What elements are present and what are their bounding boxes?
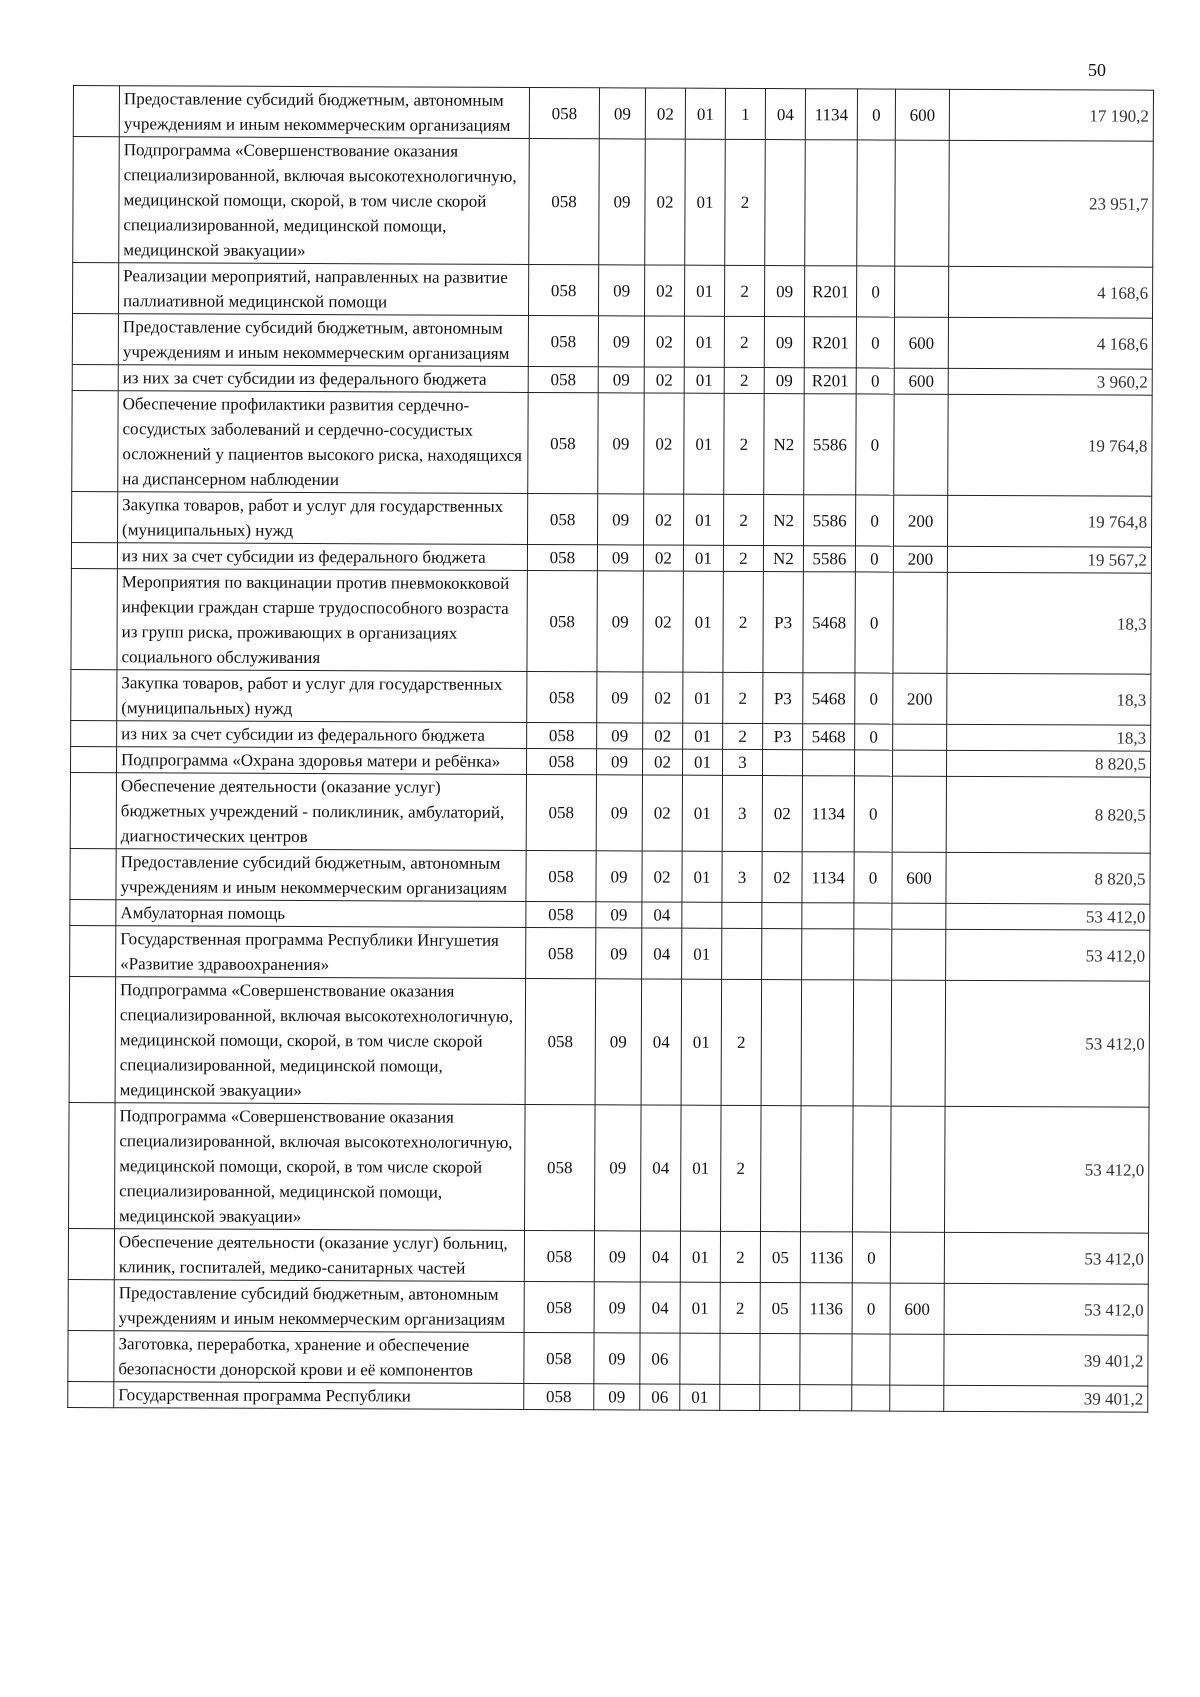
code-program: 01: [683, 571, 723, 672]
code-extra: [852, 1385, 890, 1411]
row-number-cell: [72, 491, 118, 542]
code-direction: [801, 1106, 854, 1232]
row-name: Закупка товаров, работ и услуг для государственных (муниципальных) нужд: [118, 492, 528, 545]
code-event: [765, 140, 806, 266]
code-direction: 5468: [803, 673, 855, 724]
code-gr: 058: [524, 1383, 594, 1409]
code-program: 01: [683, 672, 723, 723]
code-direction: 1134: [805, 89, 857, 140]
code-rz: 09: [597, 494, 643, 545]
code-vr: [893, 572, 947, 673]
code-event: [762, 903, 802, 929]
code-extra: [853, 1106, 892, 1232]
code-pr: 04: [642, 928, 682, 979]
table-row: [73, 263, 1153, 319]
code-program: 01: [684, 393, 724, 494]
code-event: 09: [764, 266, 804, 317]
code-subprogram: 2: [720, 1231, 760, 1282]
row-name: Подпрограмма «Совершенствование оказания специализированной, включая высокотехнологичную, медицинской помощи, скорой, в том числе скорой специализированной, медицинской помощи, медицинской эвакуации»: [115, 977, 526, 1105]
row-amount: 8 820,5: [946, 852, 1150, 904]
code-program: 01: [685, 139, 726, 265]
code-pr: 02: [642, 775, 682, 851]
row-amount: 19 567,2: [947, 546, 1151, 573]
table-row: [71, 720, 1151, 751]
code-subprogram: 2: [720, 1282, 760, 1333]
row-amount: 18,3: [947, 724, 1151, 751]
row-number-cell: [68, 1279, 114, 1330]
row-name: из них за счет субсидии из федерального бюджета: [117, 543, 527, 571]
row-name: Обеспечение профилактики развития сердечно-сосудистых заболеваний и сердечно-сосудистых осложнений у пациентов высокого риска, находящихся на диспансерном наблюдении: [118, 391, 528, 494]
code-gr: 058: [527, 671, 597, 722]
row-name: Подпрограмма «Совершенствование оказания специализированной, включая высокотехнологичную, медицинской помощи, скорой, в том числе скорой специализированной, медицинской помощи, медицинской эвакуации»: [119, 137, 530, 265]
row-number-cell: [70, 899, 116, 925]
code-pr: 06: [640, 1384, 680, 1410]
code-subprogram: 2: [724, 316, 764, 367]
code-rz: 09: [595, 1105, 642, 1231]
row-name: Обеспечение деятельности (оказание услуг) больниц, клиник, госпиталей, медико-санитарных частей: [114, 1229, 524, 1282]
code-subprogram: 2: [724, 367, 764, 393]
code-pr: 02: [643, 723, 683, 749]
code-subprogram: 2: [724, 393, 764, 494]
code-vr: 600: [892, 852, 946, 903]
code-program: 01: [684, 316, 724, 367]
row-amount: 39 401,2: [944, 1334, 1148, 1386]
row-amount: 39 401,2: [944, 1385, 1148, 1412]
row-number-cell: [69, 1102, 116, 1228]
code-vr: [890, 1232, 944, 1283]
table-row: [73, 86, 1153, 142]
code-direction: 1134: [802, 852, 854, 903]
code-subprogram: 2: [723, 494, 763, 545]
code-program: 01: [682, 851, 722, 902]
code-vr: [890, 1385, 944, 1411]
code-event: 09: [764, 317, 804, 368]
code-vr: [891, 980, 946, 1106]
code-extra: 0: [857, 89, 895, 140]
code-rz: 09: [598, 367, 644, 393]
table-row: [72, 390, 1152, 496]
code-direction: [802, 903, 854, 929]
code-rz: 09: [594, 1282, 640, 1333]
row-amount: 19 764,8: [947, 495, 1151, 547]
code-program: [680, 1333, 720, 1384]
code-vr: [893, 724, 947, 750]
code-vr: [892, 903, 946, 929]
code-vr: [890, 1334, 944, 1385]
code-subprogram: 1: [725, 88, 765, 139]
code-subprogram: [720, 1333, 760, 1384]
row-number-cell: [71, 542, 117, 568]
code-vr: [892, 776, 946, 852]
code-event: P3: [763, 572, 803, 673]
row-name: Государственная программа Республики Ингушетия «Развитие здравоохранения»: [116, 926, 526, 979]
code-gr: 058: [524, 1332, 594, 1383]
code-vr: 200: [893, 546, 947, 572]
row-number-cell: [73, 86, 119, 137]
code-extra: [854, 903, 892, 929]
code-program: 01: [680, 1282, 720, 1333]
code-gr: 058: [525, 978, 596, 1104]
table-row: [70, 772, 1150, 853]
code-gr: 058: [527, 570, 597, 671]
code-rz: 09: [598, 265, 644, 316]
row-name: Предоставление субсидий бюджетным, автономным учреждениям и иным некоммерческим организациям: [119, 86, 529, 139]
code-vr: [894, 394, 948, 495]
row-amount: 4 168,6: [948, 266, 1152, 318]
code-program: 01: [680, 1384, 720, 1410]
code-event: [762, 929, 802, 980]
code-program: 01: [681, 1105, 722, 1231]
code-rz: 09: [596, 928, 642, 979]
row-amount: 18,3: [947, 673, 1151, 725]
code-pr: 02: [644, 265, 684, 316]
table-row: [71, 542, 1151, 573]
code-direction: 1136: [800, 1283, 852, 1334]
code-extra: 0: [852, 1232, 890, 1283]
row-number-cell: [72, 364, 118, 390]
code-gr: 058: [528, 392, 598, 493]
code-event: 02: [762, 776, 802, 852]
code-rz: 09: [597, 672, 643, 723]
code-pr: 02: [642, 749, 682, 775]
row-number-cell: [70, 925, 116, 976]
code-rz: 09: [596, 749, 642, 775]
row-number-cell: [68, 1228, 114, 1279]
row-name: Реализации мероприятий, направленных на развитие паллиативной медицинской помощи: [119, 263, 529, 316]
row-number-cell: [71, 669, 117, 720]
code-direction: [802, 750, 854, 776]
code-extra: 0: [856, 317, 894, 368]
code-pr: 02: [643, 571, 683, 672]
code-subprogram: 2: [725, 139, 766, 265]
row-number-cell: [72, 390, 118, 491]
code-rz: 09: [599, 88, 645, 139]
code-pr: 02: [643, 494, 683, 545]
table-row: [71, 568, 1151, 674]
row-amount: 53 412,0: [945, 980, 1150, 1107]
code-extra: 0: [855, 495, 893, 546]
code-vr: [892, 750, 946, 776]
code-extra: 0: [855, 673, 893, 724]
code-event: 05: [760, 1283, 800, 1334]
row-name: Подпрограмма «Совершенствование оказания специализированной, включая высокотехнологичную, медицинской помощи, скорой, в том числе скорой специализированной, медицинской помощи, медицинской эвакуации»: [115, 1103, 526, 1231]
row-name: Закупка товаров, работ и услуг для государственных (муниципальных) нужд: [117, 670, 527, 723]
code-program: [682, 902, 722, 928]
row-number-cell: [69, 976, 116, 1102]
code-pr: 02: [643, 672, 683, 723]
code-direction: 5468: [803, 724, 855, 750]
code-gr: 058: [526, 850, 596, 901]
row-amount: 4 168,6: [948, 317, 1152, 369]
code-event: [761, 1106, 802, 1232]
code-pr: 04: [641, 1105, 682, 1231]
row-amount: 19 764,8: [948, 394, 1152, 496]
code-gr: 058: [527, 722, 597, 748]
code-vr: 200: [893, 495, 947, 546]
code-extra: 0: [852, 1283, 890, 1334]
code-direction: [802, 929, 854, 980]
code-program: 01: [685, 88, 725, 139]
row-amount: 53 412,0: [945, 1106, 1150, 1233]
code-direction: [800, 1334, 852, 1385]
row-amount: 8 820,5: [946, 750, 1150, 777]
table-row: [71, 669, 1151, 725]
code-extra: 0: [856, 266, 894, 317]
code-extra: [854, 750, 892, 776]
code-subprogram: 2: [724, 265, 764, 316]
code-event: N2: [764, 394, 804, 495]
row-name: Заготовка, переработка, хранение и обеспечение безопасности донорской крови и её компонентов: [114, 1331, 524, 1384]
code-event: [760, 1385, 800, 1411]
table-row: [69, 976, 1150, 1107]
code-gr: 058: [526, 748, 596, 774]
row-amount: 17 190,2: [949, 89, 1153, 141]
code-extra: 0: [856, 394, 894, 495]
code-subprogram: 2: [721, 979, 762, 1105]
code-gr: 058: [528, 366, 598, 392]
code-program: 01: [682, 775, 722, 851]
table-row: [73, 137, 1154, 268]
code-gr: 058: [529, 138, 600, 264]
code-vr: [894, 266, 948, 317]
table-row: [71, 746, 1151, 777]
table-row: [70, 899, 1150, 930]
code-direction: [800, 1385, 852, 1411]
code-pr: 04: [641, 979, 682, 1105]
table-row: [68, 1330, 1148, 1386]
row-number-cell: [73, 137, 120, 263]
code-gr: 058: [527, 544, 597, 570]
code-gr: 058: [527, 493, 597, 544]
code-extra: 0: [855, 546, 893, 572]
row-amount: 23 951,7: [949, 140, 1154, 267]
code-vr: [891, 1106, 946, 1232]
code-gr: 058: [526, 901, 596, 927]
code-gr: 058: [524, 1230, 594, 1281]
table-row: [72, 491, 1152, 547]
row-amount: 8 820,5: [946, 776, 1150, 853]
code-rz: 09: [595, 979, 642, 1105]
code-pr: 04: [640, 1282, 680, 1333]
code-vr: 600: [894, 368, 948, 394]
row-name: Подпрограмма «Охрана здоровья матери и ребёнка»: [116, 747, 526, 775]
table-row: [70, 848, 1150, 904]
row-amount: 3 960,2: [948, 368, 1152, 395]
code-vr: 600: [894, 317, 948, 368]
row-name: Предоставление субсидий бюджетным, автономным учреждениям и иным некоммерческим организациям: [118, 314, 528, 367]
table-body: [68, 86, 1154, 1413]
code-pr: 02: [645, 139, 686, 265]
code-pr: 02: [644, 393, 684, 494]
code-direction: R201: [804, 368, 856, 394]
code-subprogram: 3: [722, 749, 762, 775]
code-extra: [852, 1334, 890, 1385]
code-rz: 09: [597, 571, 643, 672]
code-event: 02: [762, 852, 802, 903]
code-direction: 5586: [804, 394, 856, 495]
code-gr: 058: [529, 87, 599, 138]
code-rz: 09: [597, 723, 643, 749]
code-event: 05: [760, 1232, 800, 1283]
code-extra: 0: [854, 776, 892, 852]
row-amount: 18,3: [947, 572, 1151, 674]
code-program: 01: [683, 723, 723, 749]
code-gr: 058: [526, 774, 596, 850]
code-rz: 09: [594, 1333, 640, 1384]
code-subprogram: 2: [721, 1105, 762, 1231]
code-pr: 02: [644, 316, 684, 367]
code-gr: 058: [524, 1281, 594, 1332]
code-pr: 04: [640, 1231, 680, 1282]
code-event: P3: [763, 673, 803, 724]
code-extra: [854, 929, 892, 980]
code-direction: 5586: [803, 495, 855, 546]
code-event: [761, 980, 802, 1106]
table-row: [68, 1228, 1148, 1284]
code-event: 09: [764, 368, 804, 394]
row-name: из них за счет субсидии из федерального бюджета: [117, 721, 527, 749]
code-pr: 02: [644, 367, 684, 393]
row-amount: 53 412,0: [944, 1232, 1148, 1284]
code-vr: 200: [893, 673, 947, 724]
row-name: Амбулаторная помощь: [116, 900, 526, 928]
code-event: N2: [763, 495, 803, 546]
code-subprogram: [720, 1384, 760, 1410]
row-number-cell: [70, 848, 116, 899]
code-vr: 600: [895, 89, 949, 140]
code-subprogram: 2: [723, 571, 763, 672]
code-extra: [853, 980, 892, 1106]
code-pr: 02: [642, 851, 682, 902]
code-rz: 09: [596, 851, 642, 902]
code-program: 01: [683, 545, 723, 571]
code-extra: 0: [856, 368, 894, 394]
code-program: 01: [681, 979, 722, 1105]
code-gr: 058: [526, 927, 596, 978]
code-rz: 09: [598, 393, 644, 494]
row-name: Предоставление субсидий бюджетным, автономным учреждениям и иным некоммерческим организациям: [114, 1280, 524, 1333]
code-rz: 09: [597, 545, 643, 571]
table-row: [69, 1102, 1150, 1233]
row-number-cell: [70, 772, 116, 848]
row-number-cell: [72, 314, 118, 365]
code-direction: R201: [804, 266, 856, 317]
code-program: 01: [682, 749, 722, 775]
row-number-cell: [71, 568, 117, 669]
code-event: [760, 1334, 800, 1385]
row-amount: 53 412,0: [946, 903, 1150, 930]
row-name: Мероприятия по вакцинации против пневмококковой инфекции граждан старше трудоспособного возраста из групп риска, проживающих в организациях социального обслуживания: [117, 569, 527, 672]
code-extra: [857, 140, 896, 266]
code-pr: 06: [640, 1333, 680, 1384]
code-direction: 1136: [800, 1232, 852, 1283]
code-direction: 5468: [803, 572, 855, 673]
code-gr: 058: [525, 1104, 596, 1230]
table-row: [68, 1279, 1148, 1335]
row-amount: 53 412,0: [944, 1283, 1148, 1335]
code-subprogram: 3: [722, 775, 762, 851]
row-name: из них за счет субсидии из федерального бюджета: [118, 365, 528, 393]
row-name: Обеспечение деятельности (оказание услуг) бюджетных учреждений - поликлиник, амбулаторий, диагностических центров: [116, 773, 526, 851]
code-event: 04: [765, 89, 805, 140]
row-number-cell: [68, 1381, 114, 1407]
code-direction: [805, 140, 858, 266]
row-name: Предоставление субсидий бюджетным, автономным учреждениям и иным некоммерческим организациям: [116, 849, 526, 902]
code-direction: R201: [804, 317, 856, 368]
row-number-cell: [73, 263, 119, 314]
code-rz: 09: [599, 139, 646, 265]
page-number: 50: [1088, 60, 1106, 80]
code-gr: 058: [528, 315, 598, 366]
row-amount: 53 412,0: [946, 929, 1150, 981]
code-rz: 09: [596, 902, 642, 928]
code-pr: 02: [645, 88, 685, 139]
code-gr: 058: [528, 264, 598, 315]
row-name: Государственная программа Республики: [114, 1382, 524, 1410]
code-subprogram: 2: [723, 723, 763, 749]
code-subprogram: [722, 928, 762, 979]
code-extra: 0: [855, 572, 893, 673]
code-program: 01: [682, 928, 722, 979]
code-program: 01: [680, 1231, 720, 1282]
code-rz: 09: [598, 316, 644, 367]
code-extra: 0: [855, 724, 893, 750]
code-program: 01: [684, 367, 724, 393]
code-subprogram: 2: [723, 672, 763, 723]
table-row: [72, 314, 1152, 370]
code-subprogram: [722, 902, 762, 928]
code-direction: [801, 980, 854, 1106]
code-program: 01: [683, 494, 723, 545]
code-event: P3: [763, 724, 803, 750]
code-subprogram: 2: [723, 545, 763, 571]
code-program: 01: [684, 265, 724, 316]
code-direction: 5586: [803, 546, 855, 572]
code-vr: [895, 140, 950, 266]
row-number-cell: [68, 1330, 114, 1381]
row-number-cell: [71, 720, 117, 746]
code-subprogram: 3: [722, 851, 762, 902]
code-vr: [892, 929, 946, 980]
table-row: [70, 925, 1150, 981]
code-pr: 04: [642, 902, 682, 928]
code-vr: 600: [890, 1283, 944, 1334]
code-rz: 09: [594, 1384, 640, 1410]
code-event: [762, 750, 802, 776]
code-direction: 1134: [802, 776, 854, 852]
code-extra: 0: [854, 852, 892, 903]
code-pr: 02: [643, 545, 683, 571]
table-row: [72, 364, 1152, 395]
table-row: [68, 1381, 1148, 1412]
code-event: N2: [763, 546, 803, 572]
code-rz: 09: [594, 1231, 640, 1282]
budget-table: [67, 85, 1154, 1413]
code-rz: 09: [596, 775, 642, 851]
row-number-cell: [71, 746, 117, 772]
